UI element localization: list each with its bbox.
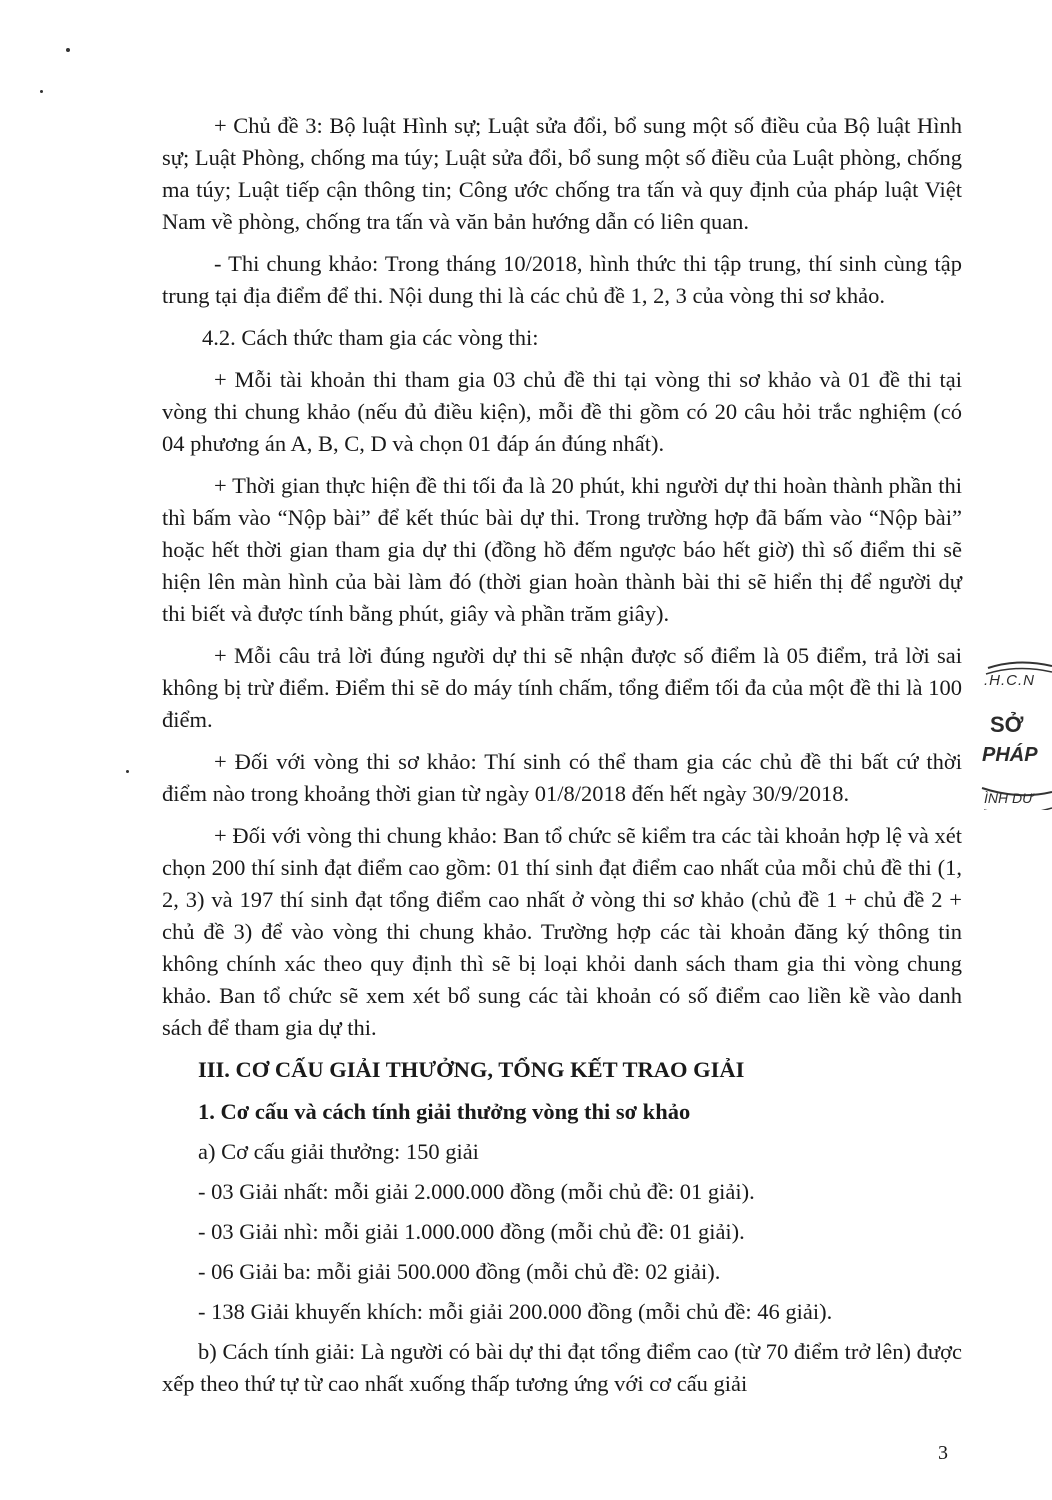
paragraph-topic-3: + Chủ đề 3: Bộ luật Hình sự; Luật sửa đổi, bổ sung một số điều của Bộ luật Hình sự; Luật Phòng, chống ma túy; Luật sửa đổi, bổ sung một số điều của Luật phòng, chống ma túy; Luật tiếp cận thông tin; Công ước chống tra tấn và quy định của pháp luật Việt Nam về phòng, chống tra tấn và văn bản hướng dẫn có liên quan. xyxy=(162,113,962,234)
prize-item: - 03 Giải nhất: mỗi giải 2.000.000 đồng (mỗi chủ đề: 01 giải). xyxy=(198,1179,755,1204)
stamp-text-so: SỞ xyxy=(990,712,1024,737)
section-heading: III. CƠ CẤU GIẢI THƯỞNG, TỔNG KẾT TRAO GIẢI xyxy=(198,1057,745,1082)
paragraph-account-topics: + Mỗi tài khoản thi tham gia 03 chủ đề thi tại vòng thi sơ khảo và 01 đề thi tại vòng thi chung khảo (nếu đủ điều kiện), mỗi đề thi gồm có 20 câu hỏi trắc nghiệm (có 04 phương án A, B, C, D và chọn 01 đáp án đúng nhất). xyxy=(162,367,962,456)
scan-speck xyxy=(40,90,43,93)
stamp-text-top: .H.C.N xyxy=(984,672,1035,689)
prize-structure: a) Cơ cấu giải thưởng: 150 giải xyxy=(198,1139,479,1164)
paragraph-final-selection: + Đối với vòng thi chung khảo: Ban tổ chức sẽ kiểm tra các tài khoản hợp lệ và xét chọn 200 thí sinh đạt điểm cao gồm: 01 thí sinh đạt điểm cao nhất của mỗi chủ đề thi (1, 2, 3) và 197 thí sinh đạt tổng điểm cao nhất ở vòng thi sơ khảo (chủ đề 1 + chủ đề 2 + chủ đề 3) để vào vòng thi chung khảo. Trường hợp các tài khoản đăng ký thông tin không chính xác theo quy định thì sẽ bị loại khỏi danh sách tham gia thi vòng chung khảo. Ban tổ chức sẽ xem xét bổ sung các tài khoản có số điểm cao liền kề vào danh sách để tham gia dự thi. xyxy=(162,823,962,1040)
paragraph-preliminary-round: + Đối với vòng thi sơ khảo: Thí sinh có thể tham gia các chủ đề thi bất cứ thời điểm nào trong khoảng thời gian từ ngày 01/8/2018 đến hết ngày 30/9/2018. xyxy=(162,749,962,806)
prize-item: - 03 Giải nhì: mỗi giải 1.000.000 đồng (mỗi chủ đề: 01 giải). xyxy=(198,1219,745,1244)
scan-speck xyxy=(126,770,129,773)
paragraph-participation-heading: 4.2. Cách thức tham gia các vòng thi: xyxy=(202,325,539,350)
paragraph-final-round: - Thi chung khảo: Trong tháng 10/2018, hình thức thi tập trung, thí sinh cùng tập trung tại địa điểm để thi. Nội dung thi là các chủ đề 1, 2, 3 của vòng thi sơ khảo. xyxy=(162,251,962,308)
official-stamp xyxy=(978,660,1052,810)
stamp-text-phap: PHÁP xyxy=(982,744,1038,766)
paragraph-scoring: + Mỗi câu trả lời đúng người dự thi sẽ nhận được số điểm là 05 điểm, trả lời sai không bị trừ điểm. Điểm thi sẽ do máy tính chấm, tổng điểm tối đa của một đề thi là 100 điểm. xyxy=(162,643,962,732)
stamp-text-bottom: ÌNH DƯ xyxy=(984,790,1034,806)
paragraph-time-limit: + Thời gian thực hiện đề thi tối đa là 20 phút, khi người dự thi hoàn thành phần thi thì bấm vào “Nộp bài” để kết thúc bài dự thi. Trong trường hợp đã bấm vào “Nộp bài” hoặc hết thời gian tham gia dự thi (đồng hồ đếm ngược báo hết giờ) thì số điểm thi sẽ hiện lên màn hình của bài làm đó (thời gian hoàn thành bài thi sẽ hiển thị để người dự thi biết và được tính bằng phút, giây và phần trăm giây). xyxy=(162,473,962,626)
scan-speck xyxy=(66,48,70,52)
document-body xyxy=(162,110,962,1408)
prize-item: - 06 Giải ba: mỗi giải 500.000 đồng (mỗi chủ đề: 02 giải). xyxy=(198,1259,721,1284)
page-number: 3 xyxy=(938,1442,948,1464)
prize-item: - 138 Giải khuyến khích: mỗi giải 200.000 đồng (mỗi chủ đề: 46 giải). xyxy=(198,1299,833,1324)
section-subheading: 1. Cơ cấu và cách tính giải thưởng vòng thi sơ khảo xyxy=(198,1099,691,1124)
prize-calculation: b) Cách tính giải: Là người có bài dự thi đạt tổng điểm cao (từ 70 điểm trở lên) được xếp theo thứ tự từ cao nhất xuống thấp tương ứng với cơ cấu giải xyxy=(162,1339,962,1396)
